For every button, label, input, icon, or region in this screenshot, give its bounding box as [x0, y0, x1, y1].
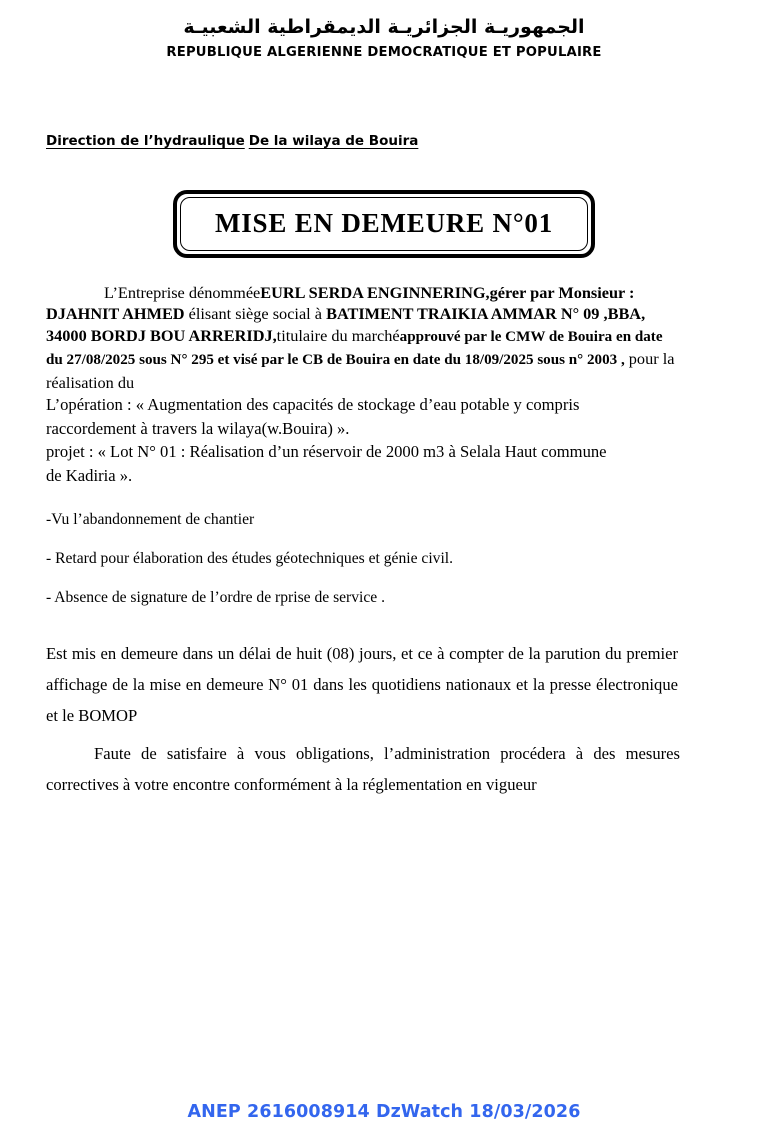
republic-title-french: REPUBLIQUE ALGERIENNE DEMOCRATIQUE ET POPULAIRE — [166, 45, 602, 60]
projet-line-1: projet : « Lot N° 01 : Réalisation d’un réservoir de 2000 m3 à Selala Haut commune — [46, 442, 607, 462]
projet-line-2: de Kadiria ». — [46, 465, 133, 485]
titulaire-marche-label: titulaire du marché — [276, 325, 400, 345]
republic-title-arabic: الجمهوريـة الجزائريـة الديمقراطية الشعبيـة — [183, 16, 585, 38]
document-title-container — [0, 190, 768, 258]
document-header — [0, 0, 768, 63]
issuing-authority-block — [0, 117, 768, 150]
closing-paragraph-deadline: Est mis en demeure dans un délai de huit (08) jours, et ce à compter de la parution du premier affichage de la mise en demeure N° 01 dans les quotidiens nationaux et la presse électronique et le BOMOP — [46, 644, 678, 726]
reason-item: - Absence de signature de l’ordre de rprise de service . — [46, 589, 386, 607]
document-body — [0, 282, 768, 800]
authority-line-wilaya: De la wilaya de Bouira — [248, 133, 419, 149]
entreprise-name-manager: EURL SERDA ENGINNERING,gérer par Monsieur : DJAHNIT AHMED — [46, 283, 635, 324]
operation-line-2: raccordement à travers la wilaya(w.Bouira) ». — [46, 418, 350, 438]
reason-item: -Vu l’abandonnement de chantier — [46, 511, 255, 529]
document-footer — [0, 1102, 768, 1122]
entreprise-label: L’Entreprise dénommée — [104, 283, 261, 302]
page-title: MISE EN DEMEURE N°01 — [214, 208, 554, 238]
entreprise-address: BATIMENT TRAIKIA AMMAR N° 09 ,BBA, 34000 BORDJ BOU ARRERIDJ, — [46, 304, 646, 345]
closing-paragraph-consequences — [46, 738, 680, 800]
siege-social-label: élisant siège social à — [184, 304, 327, 324]
operation-line-1: L’opération : « Augmentation des capacités de stockage d’eau potable y compris — [46, 395, 580, 415]
realisation-label: pour la réalisation du — [46, 349, 675, 392]
operation-description — [46, 393, 680, 487]
marche-approval-details: approuvé par le CMW de Bouira en date du 27/08/2025 sous N° 295 et visé par le CB de Bouira en date du 18/09/2025 sous n° 2003 , — [46, 328, 663, 369]
title-box-inner-border — [180, 197, 588, 251]
title-box-outer-border — [173, 190, 595, 258]
reasons-list — [46, 509, 680, 608]
closing-paragraph-consequences-text: Faute de satisfaire à vous obligations, l’administration procédera à des mesures correctives à votre encontre conformément à la réglementation en vigueur — [46, 744, 680, 795]
anep-reference: ANEP 2616008914 DzWatch 18/03/2026 — [187, 1102, 581, 1122]
authority-line-direction: Direction de l’hydraulique — [46, 133, 245, 149]
company-identification-paragraph — [46, 282, 680, 393]
reason-item: - Retard pour élaboration des études géotechniques et génie civil. — [46, 550, 454, 568]
